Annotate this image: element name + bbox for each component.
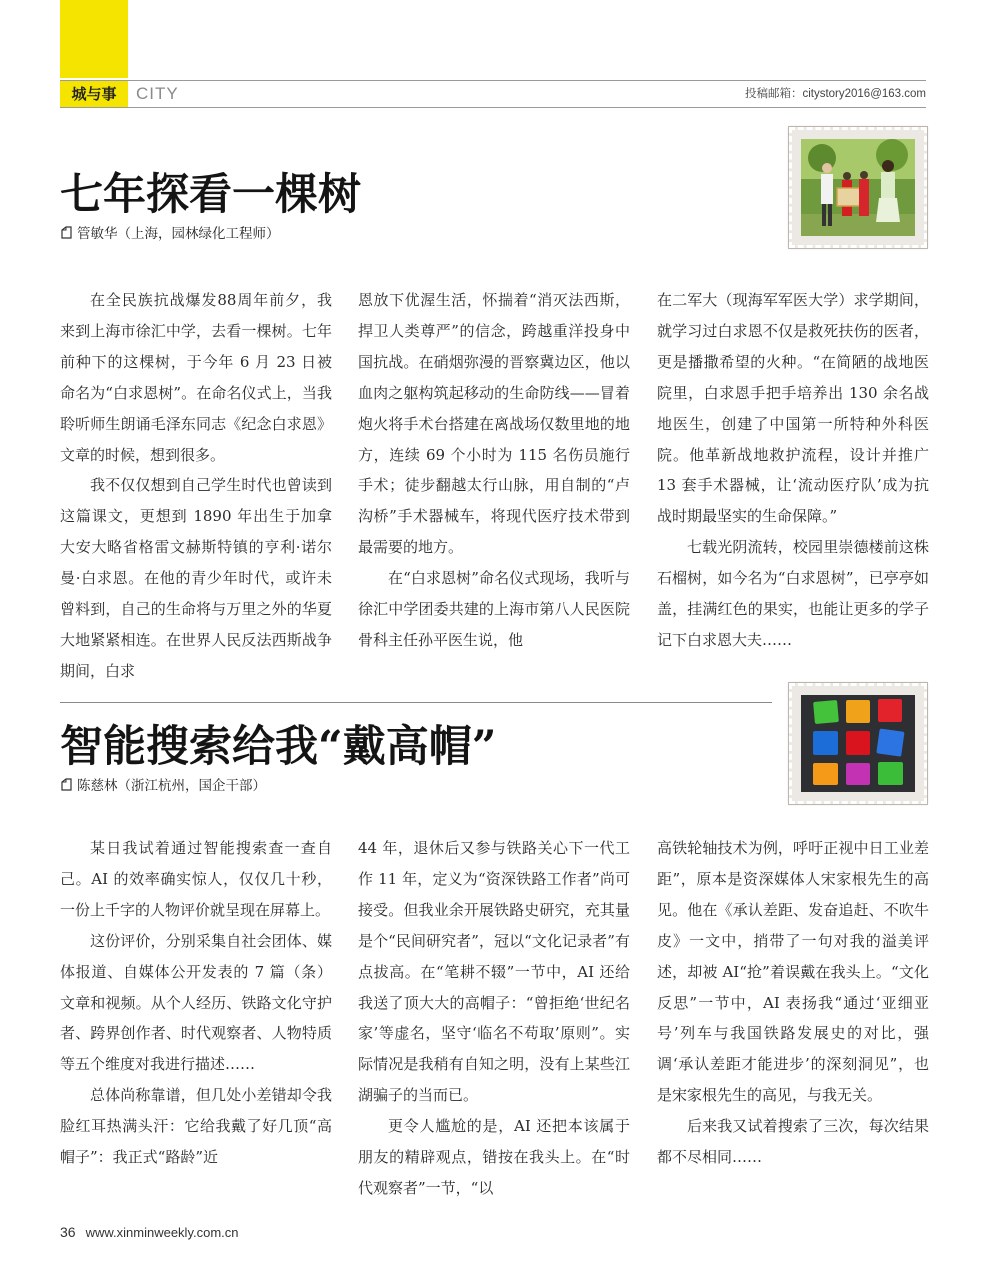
article1-stamp-photo: [789, 127, 927, 248]
article1-column-1: [60, 285, 332, 687]
pen-note-icon: [60, 226, 73, 239]
article1-byline: [60, 225, 280, 243]
paragraph: 在“白求恩树”命名仪式现场，我听与徐汇中学团委共建的上海市第八人民医院骨科主任孙平医生说，他: [358, 569, 630, 649]
article1-column-3: [657, 285, 929, 656]
article2-stamp-blocks: [789, 683, 927, 804]
paragraph: 这份评价，分别采集自社会团体、媒体报道、自媒体公开发表的 7 篇（条）文章和视频。从个人经历、铁路文化守护者、跨界创作者、时代观察者、人物特质等五个维度对我进行描述……: [60, 931, 332, 1074]
paragraph: 更令人尴尬的是，AI 还把本该属于朋友的精辟观点，错按在我头上。在“时代观察者”一节，“以: [358, 1117, 630, 1197]
section-label: 城与事: [60, 81, 128, 107]
article1-title: 七年探看一棵树: [60, 170, 361, 220]
photo-stamp-icon: [792, 130, 924, 245]
byline-text: 管敏华（上海，园林绿化工程师）: [77, 226, 280, 242]
article2-title: 智能搜索给我“戴高帽”: [60, 722, 497, 772]
byline-text: 陈慈林（浙江杭州，国企干部）: [77, 778, 266, 794]
section-header: [60, 80, 926, 108]
paragraph: 七载光阴流转，校园里崇德楼前这株石榴树，如今名为“白求恩树”，已亭亭如盖，挂满红色的果实，也能让更多的学子记下白求恩大夫……: [657, 538, 929, 649]
contact-email: 投稿邮箱：citystory2016@163.com: [744, 88, 926, 100]
page-number: 36: [60, 1224, 76, 1240]
page-footer: [60, 1224, 239, 1241]
article2-byline: [60, 777, 266, 795]
paragraph: 后来我又试着搜索了三次，每次结果都不尽相同……: [657, 1117, 929, 1167]
pen-note-icon: [60, 778, 73, 791]
article-divider: [60, 702, 772, 703]
paragraph: 某日我试着通过智能搜索查一查自己。AI 的效率确实惊人，仅仅几十秒，一份上千字的人物评价就呈现在屏幕上。: [60, 839, 332, 919]
yellow-tab: [60, 0, 128, 78]
paragraph: 在二军大（现海军军医大学）求学期间，就学习过白求恩不仅是救死扶伤的医者，更是播撒希望的火种。“在简陋的战地医院里，白求恩手把手培养出 130 余名战地医生，创建了中国第一所特种外科医院。他革新战地救护流程，设计并推广 13 套手术器械，让‘流动医疗队’成为抗战时期最坚实的生命保障。”: [657, 291, 929, 526]
color-blocks-stamp-icon: [792, 686, 924, 801]
site-url[interactable]: www.xinminweekly.com.cn: [85, 1225, 239, 1240]
paragraph: 在全民族抗战爆发88周年前夕，我来到上海市徐汇中学，去看一棵树。七年前种下的这棵树，于今年 6 月 23 日被命名为“白求恩树”。在命名仪式上，当我聆听师生朗诵毛泽东同志《纪念白求恩》文章的时候，想到很多。: [60, 291, 332, 464]
article2-column-2: [358, 833, 630, 1204]
paragraph: 高铁轮轴技术为例，呼吁正视中日工业差距”，原本是资深媒体人宋家根先生的高见。他在《承认差距、发奋追赶、不吹牛皮》一文中，捎带了一句对我的溢美评述，却被 AI“抢”着误戴在我头上。“文化反思”一节中，AI 表扬我“通过‘亚细亚号’列车与我国铁路发展史的对比，强调‘承认差距才能进步’的深刻洞见”，也是宋家根先生的高见，与我无关。: [657, 839, 929, 1105]
paragraph: 恩放下优渥生活，怀揣着“消灭法西斯，捍卫人类尊严”的信念，跨越重洋投身中国抗战。在硝烟弥漫的晋察冀边区，他以血肉之躯构筑起移动的生命防线——冒着炮火将手术台搭建在离战场仅数里地的地方，连续 69 个小时为 115 名伤员施行手术；徒步翻越太行山脉，用自制的“卢沟桥”手术器械车，将现代医疗技术带到最需要的地方。: [358, 291, 630, 557]
article1-column-2: [358, 285, 630, 656]
paragraph: 我不仅仅想到自己学生时代也曾读到这篇课文，更想到 1890 年出生于加拿大安大略省格雷文赫斯特镇的亨利·诺尔曼·白求恩。在他的青少年时代，或许未曾料到，自己的生命将与万里之外的华夏大地紧紧相连。在世界人民反法西斯战争期间，白求: [60, 476, 332, 680]
article2-column-1: [60, 833, 332, 1173]
section-label-english: CITY: [136, 84, 179, 103]
paragraph: 44 年，退休后又参与铁路关心下一代工作 11 年，定义为“资深铁路工作者”尚可接受。但我业余开展铁路史研究，充其量是个“民间研究者”，冠以“文化记录者”有点拔高。在“笔耕不辍”一节中，AI 还给我送了顶大大的高帽子：“曾拒绝‘世纪名家’等虚名，坚守‘临名不苟取’原则”。实际情况是我稍有自知之明，没有上某些江湖骗子的当而已。: [358, 839, 630, 1105]
paragraph: 总体尚称靠谱，但几处小差错却令我脸红耳热满头汗：它给我戴了好几顶“高帽子”：我正式“路龄”近: [60, 1086, 332, 1167]
article2-column-3: [657, 833, 929, 1173]
